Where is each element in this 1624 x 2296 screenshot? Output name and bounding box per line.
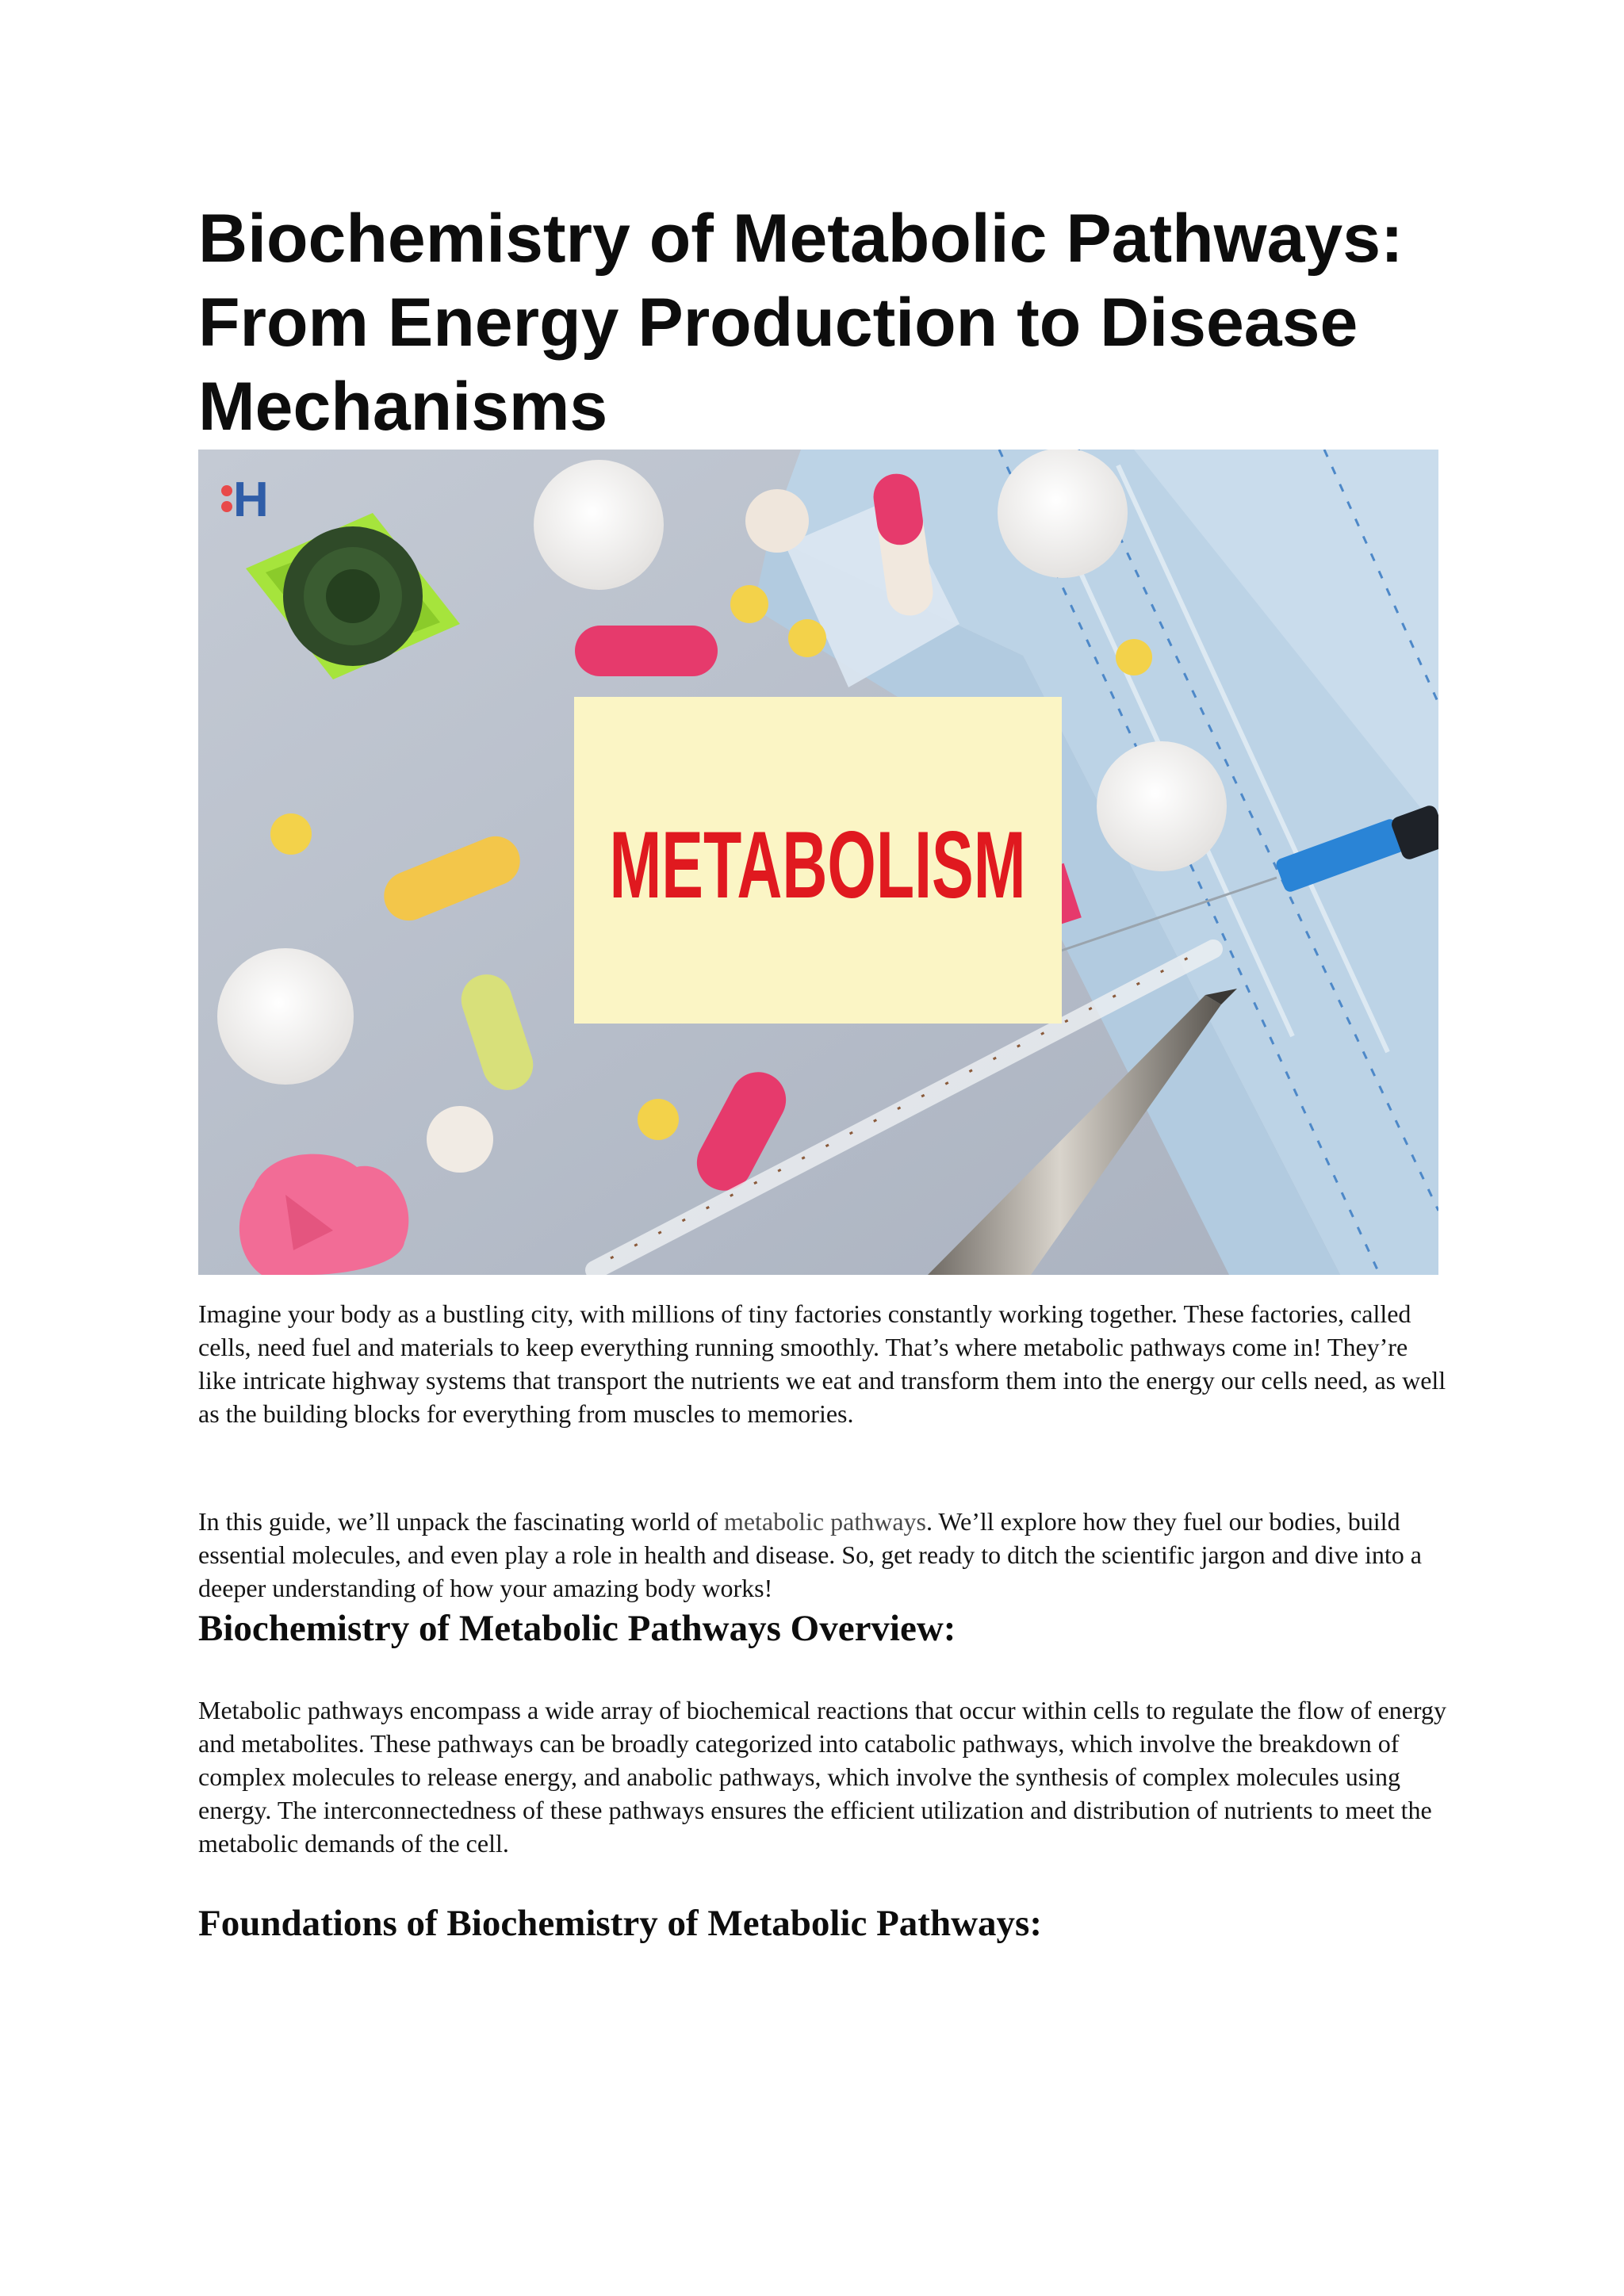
hero-image [198, 450, 1438, 1275]
section-heading-overview: Biochemistry of Metabolic Pathways Overview: [198, 1608, 956, 1649]
overview-paragraph: Metabolic pathways encompass a wide array of biochemical reactions that occur within cells to regulate the flow of energy and metabolites. These pathways can be broadly categorized into catabolic pathways, which involve the breakdown of complex molecules to release energy, and anabolic pathways, which involve the synthesis of complex molecules using energy. The interconnectedness of these pathways ensures the efficient utilization and distribution of nutrients to meet the metabolic demands of the cell. [198, 1696, 1446, 1858]
metabolism-sign [574, 697, 1062, 1024]
crumpled-paper [239, 1154, 408, 1275]
article-title: Biochemistry of Metabolic Pathways: From Energy Production to Disease Mechanisms [198, 201, 1404, 445]
metabolic-pathways-link[interactable]: metabolic pathways [723, 1507, 926, 1536]
intro-paragraph-2 [198, 1505, 1451, 1605]
svg-text:METABOLISM: METABOLISM [609, 812, 1026, 918]
intro-paragraph-1: Imagine your body as a bustling city, with millions of tiny factories constantly working together. These factories, called cells, need fuel and materials to keep everything running smoothly. That’s where metabolic pathways come in! They’re like intricate highway systems that transport the nutrients we eat and transform them into the energy our cells need, as well as the building blocks for everything from muscles to memories. [198, 1299, 1446, 1428]
svg-text:H: H [233, 473, 269, 527]
section-heading-foundations: Foundations of Biochemistry of Metabolic Pathways: [198, 1903, 1042, 1944]
intro-p2-text-after: . We’ll explore how they fuel our bodies, build essential molecules, and even play a role in health and disease. So, get ready to ditch the scientific jargon and dive into a deeper understanding of how your amazing body works! [198, 1507, 1422, 1602]
intro-p2-text-before: In this guide, we’ll unpack the fascinating world of [198, 1507, 724, 1536]
